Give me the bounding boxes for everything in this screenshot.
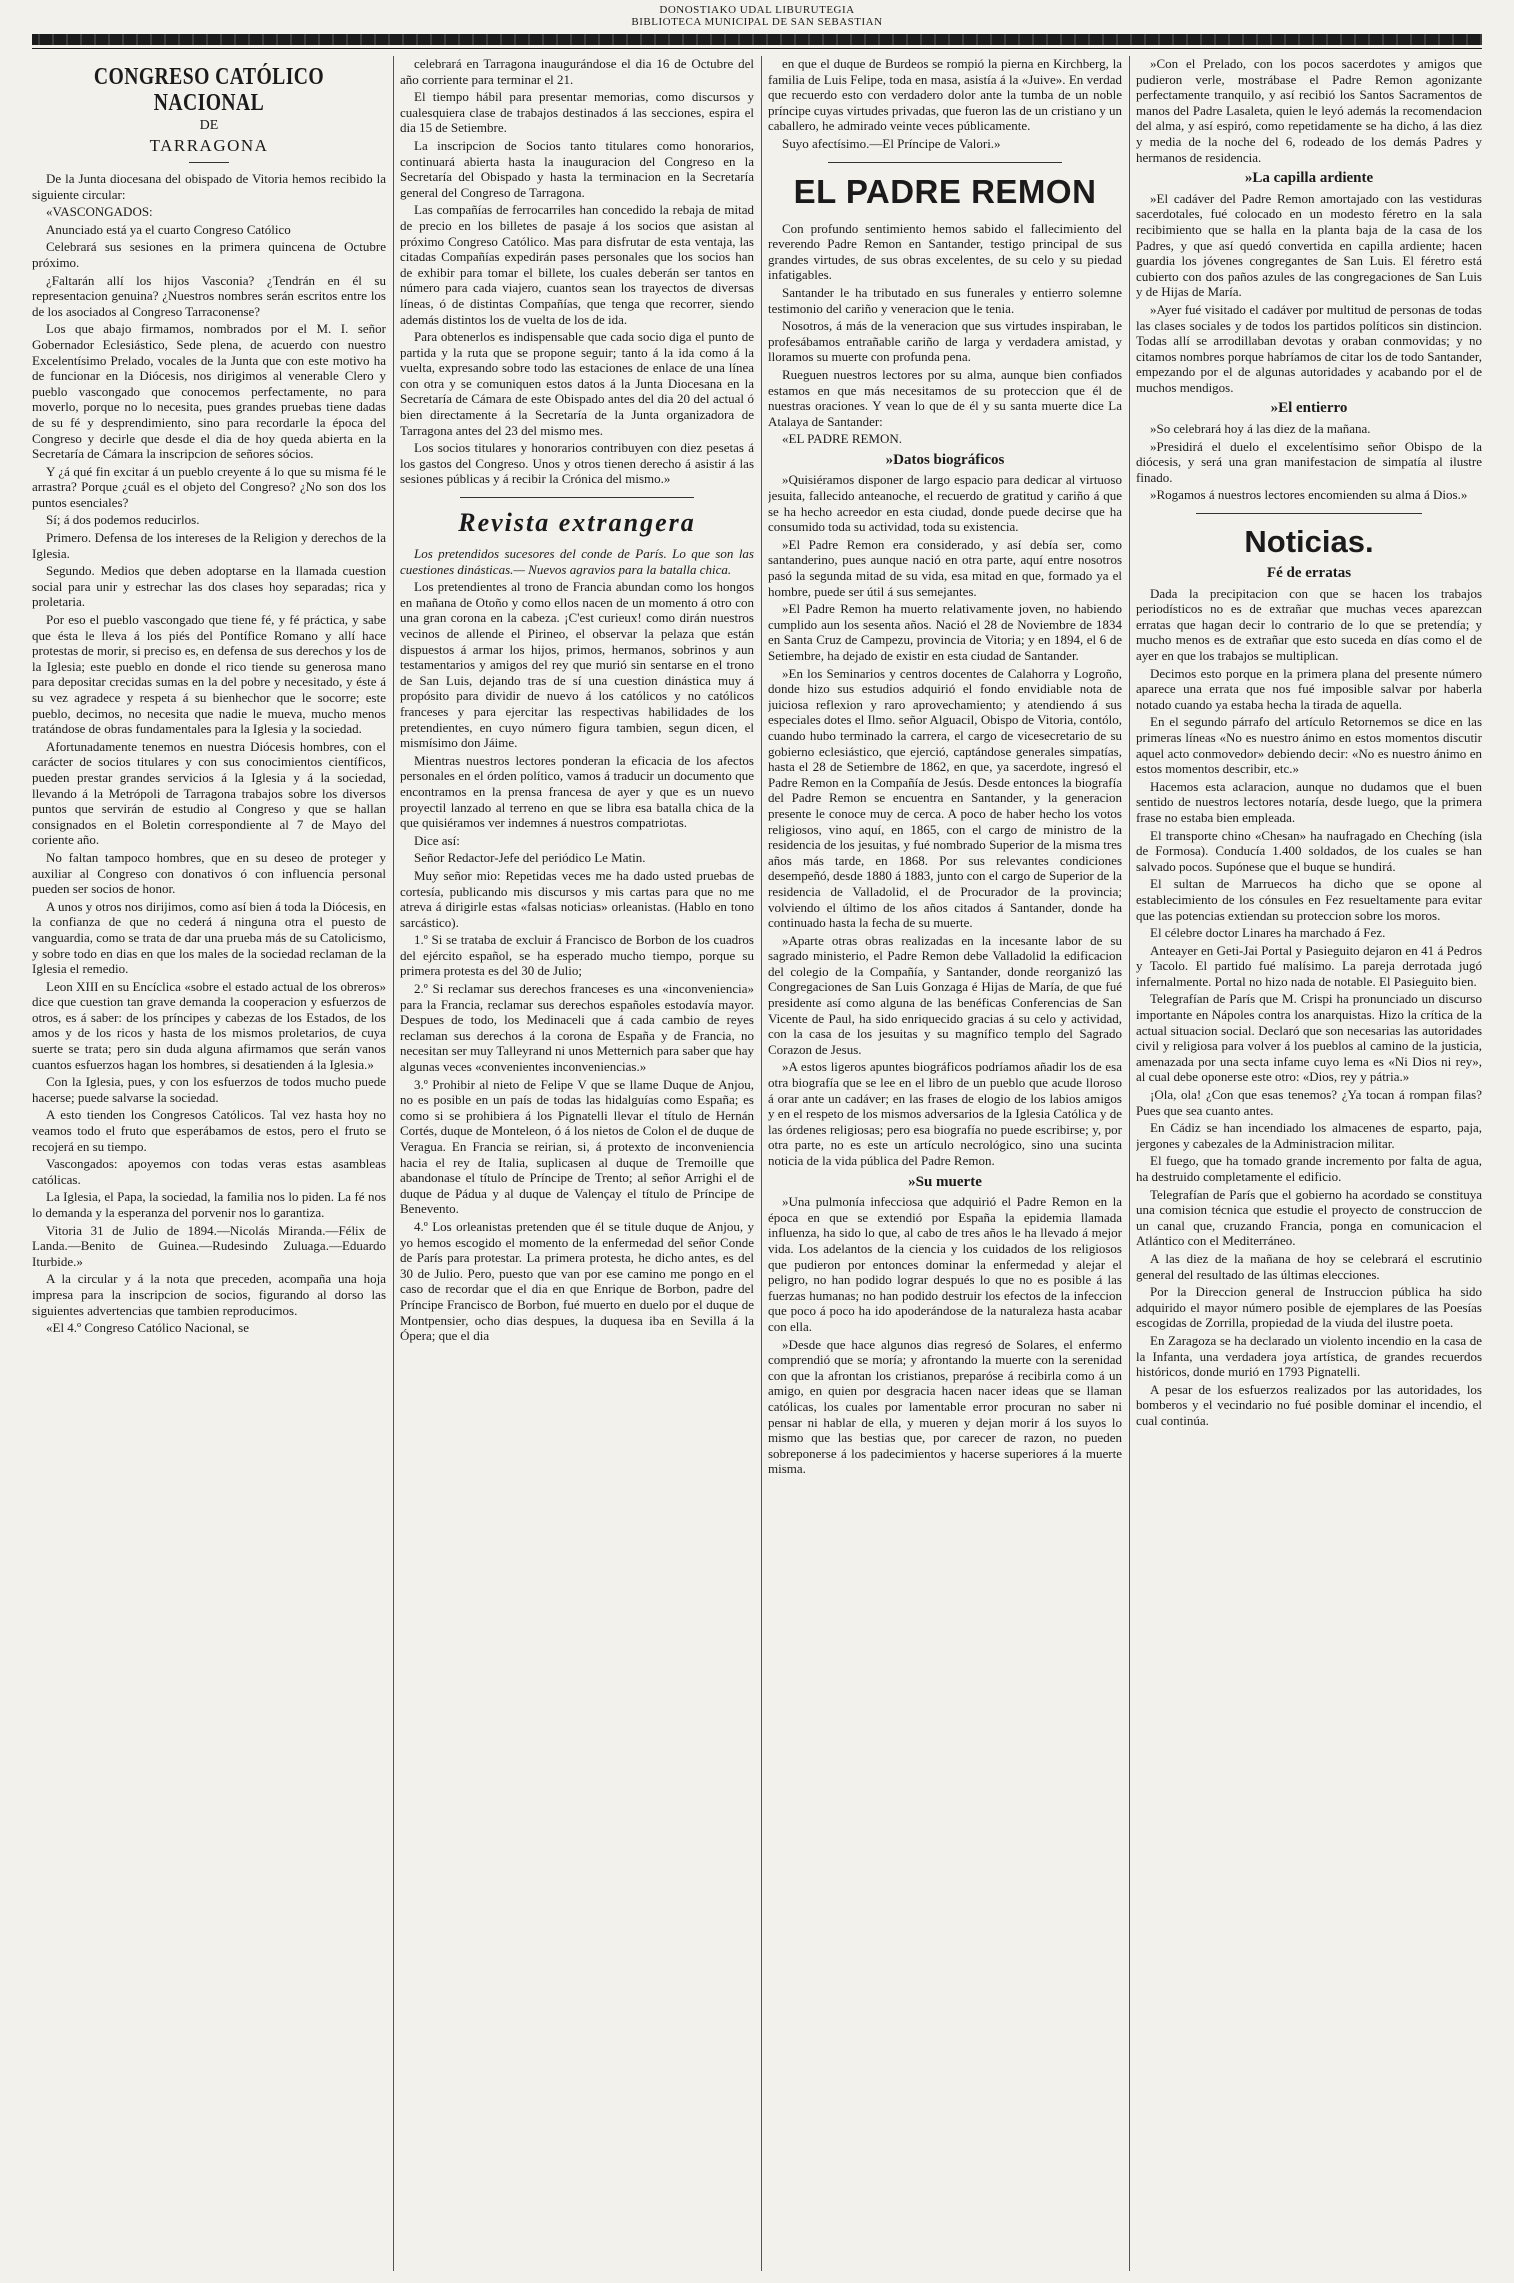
revista-lead: Los pretendidos sucesores del conde de París. Lo que son las cuestiones dinásticas.— Nuevos agravios para la batalla chica.: [400, 546, 754, 577]
paragraph: El fuego, que ha tomado grande incremento por falta de agua, ha destruido completamente el edificio.: [1136, 1153, 1482, 1184]
paragraph: »Rogamos á nuestros lectores encomienden su alma á Dios.»: [1150, 487, 1468, 503]
muerte-subheading: »Su muerte: [908, 1173, 982, 1190]
paragraph: Rueguen nuestros lectores por su alma, aunque bien confiados estamos en que más necesitamos de su proteccion que él de nuestras oraciones. Y vean lo que de él y su santa muerte dice La Atalaya de Santander:: [768, 366, 1122, 429]
col2-body-a: [400, 56, 754, 487]
archive-line-2: BIBLIOTECA MUNICIPAL DE SAN SEBASTIAN: [631, 16, 883, 28]
paragraph: Vascongados: apoyemos con todas veras estas asambleas católicas.: [32, 1156, 386, 1187]
paragraph: Por eso el pueblo vascongado que tiene fé, y fé práctica, y sabe que ésta le lleva á los piés del Pontífice Romano y allí hace protestas de morir, si preciso es, en defensa de sus derechos y los de la Iglesia; este pueblo en donde el rico tiende su generosa mano para depositar crecidas sumas en la del pobre y necesitado, y éste á su vez agradece y respeta á su bienhechor que le socorre; este pueblo, decimos, no necesita que nadie le mueva, mucho menos tratándose de obras fundamentales para la Iglesia y la sociedad.: [32, 612, 386, 737]
paragraph: »Quisiéramos disponer de largo espacio para dedicar al virtuoso jesuita, fallecido anteanoche, el recuerdo de gratitud y cariño á que se ha hecho acreedor en esta ciudad, donde puede decirse que ha consumido toda su actividad, toda su existencia.: [768, 472, 1122, 535]
paragraph: Vitoria 31 de Julio de 1894.—Nicolás Miranda.—Félix de Landa.—Benito de Guinea.—Rudesindo Zuluaga.—Eduardo Iturbide.»: [32, 1222, 386, 1269]
paragraph: Las compañías de ferrocarriles han concedido la rebaja de mitad de precio en los billetes de pasaje á los socios que asistan al próximo Congreso Católico. Mas para disfrutar de esta ventaja, las citadas Compañías expedirán pases personales que los socios han de exhibir para tomar el billete, los cuales deberán ser tantos en número para cada viajero, cuantos sean los trayectos de diversas líneas, ó de distintas Compañías, que tenga que recorrer, siendo además distintos los de vuelta de los de ida.: [400, 202, 754, 327]
congreso-heading: CONGRESO CATÓLICO NACIONAL: [93, 64, 325, 116]
column-3: [768, 56, 1122, 2271]
paragraph: A pesar de los esfuerzos realizados por las autoridades, los bomberos y el vecindario no fué posible dominar el incendio, el cual continúa.: [1136, 1381, 1482, 1428]
entierro-subheading: »El entierro: [1270, 400, 1348, 417]
paragraph: En Cádiz se han incendiado los almacenes de esparto, paja, jergones y cabezales de la Administracion militar.: [1136, 1120, 1482, 1151]
paragraph: «VASCONGADOS:: [46, 204, 153, 220]
paragraph: 3.º Prohibir al nieto de Felipe V que se llame Duque de Anjou, no es posible en un país de todas las hidalguías como España; es como si se prohibiera á los Pignatelli llevar el título de Hernán Cortés, duque de Monteleon, ó á los nietos de Colon el de duque de Veragua. En Francia se reirian, si, á protexto de inconveniencia hacia el rey de Italia, suplicasen al duque de Tremoille que abandonase el título de Príncipe de Trento; al señor Arrighi el de duque de Pádua y al duque de Valençay el título de Príncipe de Benevento.: [400, 1076, 754, 1217]
col1-body: [32, 171, 386, 1336]
paragraph: Nosotros, á más de la veneracion que sus virtudes inspiraban, le profesábamos entrañable cariño de larga y verdadera amistad, y lloramos su muerte con profunda pena.: [768, 318, 1122, 365]
paragraph: »A estos ligeros apuntes biográficos podríamos añadir los de esa otra biografía que se lee en el libro de un pueblo que acude lloroso á orar ante un cadáver; en las frases de elogio de los labios amigos y en el respeto de los mismos adversarios de la Iglesia Católica y de las órdenes religiosas; pero esa biografía no puede escribirse; y, por otra parte, no es este un artículo necrológico, sino una sucinta noticia de la vida pública del Padre Remon.: [768, 1059, 1122, 1168]
column-divider: [393, 56, 394, 2271]
paragraph: El célebre doctor Linares ha marchado á Fez.: [1150, 925, 1386, 941]
paragraph: Y ¿á qué fin excitar á un pueblo creyente á lo que su misma fé le arrastra? Porque ¿cuál es el objeto del Congreso? ¿No son dos los puntos esenciales?: [32, 463, 386, 510]
column-divider: [761, 56, 762, 2271]
paragraph: Muy señor mio: Repetidas veces me ha dado usted pruebas de cortesía, publicando mis discursos y mis cartas para que no me atreva á dirigirle estas «falsas noticias» orleanistas. (Hablo en tono sarcástico).: [400, 867, 754, 930]
paragraph: Anunciado está ya el cuarto Congreso Católico: [46, 221, 291, 237]
paragraph: «El 4.º Congreso Católico Nacional, se: [46, 1320, 249, 1336]
col4-body-d: [1136, 586, 1482, 1429]
capilla-subheading: »La capilla ardiente: [1244, 170, 1374, 187]
paragraph: El transporte chino «Chesan» ha naufragado en Chechíng (isla de Formosa). Conducía 1.400 soldados, de los cuales se han salvado pocos. Supónese que el buque se hundirá.: [1136, 827, 1482, 874]
divider: [1196, 513, 1422, 514]
noticias-heading: Noticias.: [1244, 524, 1374, 560]
paragraph: Mientras nuestros lectores ponderan la eficacia de los afectos personales en el órden político, vamos á traducir un documento que encontramos en la prensa francesa de ayer y que es un nuevo proyectil lanzado al terreno en que se libra esa batalla chica de la que quisiéramos ver indemnes á nuestros compatriotas.: [400, 752, 754, 831]
paragraph: Celebrará sus sesiones en la primera quincena de Octubre próximo.: [32, 239, 386, 270]
remon-heading: EL PADRE REMON: [793, 172, 1097, 210]
paragraph: Sí; á dos podemos reducirlos.: [46, 512, 200, 528]
paragraph: A unos y otros nos dirijimos, como así bien á toda la Diócesis, en la confianza de que no cederá á ninguna otra el puesto de vanguardia, como se trata de dar una prueba más de su Catolicismo, y sobre todo en dias en que los males de la sociedad reclaman de la Iglesia el remedio.: [32, 898, 386, 977]
paragraph: Segundo. Medios que deben adoptarse en la llamada cuestion social para unir y estrechar las dos clases hoy separadas; rica y proletaria.: [32, 563, 386, 610]
paragraph: »So celebrará hoy á las diez de la mañana.: [1150, 421, 1371, 437]
divider: [189, 162, 229, 163]
paragraph: »Una pulmonía infecciosa que adquirió el Padre Remon en la época en que se extendió por España la epidemia llamada influenza, ha sido lo que, al cabo de tres años le ha llevado á mejor vida. Los adelantos de la ciencia y los cuidados de los religiosos que pudieron por entonces dominar la enfermedad y alejar el peligro, no han podido lograr después lo que no es posible á las fuerzas humanas; no han podido destruir los efectos de la infeccion que poco á poco ha ido apoderándose de la naturaleza hasta acabar con ella.: [768, 1194, 1122, 1334]
col3-body-d: [768, 1194, 1122, 1477]
paragraph: La inscripcion de Socios tanto titulares como honorarios, continuará abierta hasta la inauguracion del Congreso en la Secretaría del Obispado y hasta la terminacion en la Secretaría general del Congreso de Tarragona.: [400, 137, 754, 200]
paragraph: Dada la precipitacion con que se hacen los trabajos periodísticos no es de extrañar que muchas veces aparezcan erratas que hagan decir lo contrario de lo que se pretendía; y mucho menos es de extrañar que esto suceda en días como el de ayer en que los trabajos se multiplican.: [1136, 585, 1482, 663]
paragraph: «EL PADRE REMON.: [782, 431, 903, 447]
paragraph: El tiempo hábil para presentar memorias, como discursos y cualesquiera clase de trabajos destinados á las secciones, espira el dia 15 de Setiembre.: [400, 89, 754, 136]
paragraph: El sultan de Marruecos ha dicho que se opone al establecimiento de los cónsules en Fez resueltamente para evitar que las potencias extiendan su proteccion sobre los moros.: [1136, 876, 1482, 923]
paragraph: Dice así:: [414, 832, 460, 848]
col4-body-a: [1136, 56, 1482, 165]
congreso-heading-city: TARRAGONA: [149, 136, 269, 155]
paragraph: »Con el Prelado, con los pocos sacerdotes y amigos que pudieron verle, mostrábase el Padre Remon agonizante perfectamente tranquilo, y así recibió los Santos Sacramentos de manos del Padre Lasaleta, quien le leyó además la recomendacion del alma, y así espiró, como repetidamente se ha dicho, á las diez y media de la noche del 6, rodeado de los demás Padres y hermanos de residencia.: [1136, 56, 1482, 165]
paragraph: »Presidirá el duelo el excelentísimo señor Obispo de la diócesis, y será una gran manifestacion de simpatía al ilustre finado.: [1136, 438, 1482, 485]
paragraph: De la Junta diocesana del obispado de Vitoria hemos recibido la siguiente circular:: [32, 171, 386, 202]
paragraph: Con la Iglesia, pues, y con los esfuerzos de todos mucho puede hacerse; puede salvarse la sociedad.: [32, 1074, 386, 1105]
archive-line-1: DONOSTIAKO UDAL LIBURUTEGIA: [659, 4, 855, 16]
paragraph: »Aparte otras obras realizadas en la incesante labor de su sagrado ministerio, el Padre Remon debe Valladolid la edificacion del colegio de la Compañía, y Santander, donde reorganizó las Congregaciones de San Luis Gonzaga é Hijas de María, de que fué presidente así como alguna de las benéficas Conferencias de San Vicente de Paul, ha sido enriquecido gracias á su celo y actividad, con la casa de los jesuitas y su magnífico templo del Sagrado Corazon de Jesus.: [768, 932, 1122, 1057]
paragraph: en que el duque de Burdeos se rompió la pierna en Kirchberg, la familia de Luis Felipe, toda en masa, asistía á la «Juive». En verdad que recuerdo esto con verdadero dolor ante la tumba de un noble príncipe cuyas virtudes privadas, que fueron las de un cristiano y un caballero, he admirado veinte veces públicamente.: [768, 56, 1122, 134]
paragraph: 2.º Si reclamar sus derechos franceses es una «inconveniencia» para la Francia, reclamar sus derechos españoles estodavía mayor. Despues de todo, los Medinaceli que á cada cambio de reyes reclaman sus derechos á la corona de España y de Francia, no necesitan ser muy Talleyrand ni unos Metternich para saber que hay algunas veces «convenientes inconveniencias.»: [400, 981, 754, 1075]
paragraph: Suyo afectísimo.—El Príncipe de Valori.»: [782, 135, 1001, 151]
paragraph: »El cadáver del Padre Remon amortajado con las vestiduras sacerdotales, fué colocado en un modesto féretro en la sala recibimiento que se halla en la planta baja de la casa de los Padres, y que así quedó convertida en capilla ardiente; hacen guardia los jóvenes congregantes de San Luis. El féretro está cubierto con dos paños azules de las congregaciones de San Luis y de Hijas de María.: [1136, 190, 1482, 300]
paragraph: Los socios titulares y honorarios contribuyen con diez pesetas á los gastos del Congreso. Unos y otros tienen derecho á asistir á las sesiones públicas y á recibir la Crónica del mismo.»: [400, 440, 754, 487]
paragraph: Decimos esto porque en la primera plana del presente número aparece una errata que nos fué imposible salvar por haberla notado cuando ya estaba hecha la tirada de aquella.: [1136, 665, 1482, 712]
paragraph: A la circular y á la nota que preceden, acompaña una hoja impresa para la inscripcion de socios, figurando al dorso las siguientes advertencias que tambien reproducimos.: [32, 1271, 386, 1318]
datos-subheading: »Datos biográficos: [885, 451, 1005, 468]
masthead-rule: [32, 34, 1482, 45]
divider: [828, 162, 1062, 163]
col4-body-b: [1136, 191, 1482, 396]
paragraph: No faltan tampoco hombres, que en su deseo de proteger y auxiliar al Congreso con donativos ó con influencia personal pueden ser socios de honor.: [32, 849, 386, 897]
paragraph: ¿Faltarán allí los hijos Vasconia? ¿Tendrán en él su representacion genuina? ¿Nuestros nombres serán escritos entre los de los asociados al Congreso Tarraconense?: [32, 272, 386, 319]
paragraph: Telegrafían de París que el gobierno ha acordado se constituya una comision técnica que estudie el proyecto de construccion de un canal que, cruzando Francia, ponga en comunicacion el Atlántico con el Mediterráneo.: [1136, 1186, 1482, 1249]
col3-body-a: [768, 56, 1122, 152]
masthead-thin-rule: [32, 48, 1482, 49]
column-2: [400, 56, 754, 2271]
paragraph: La Iglesia, el Papa, la sociedad, la familia nos lo piden. La fé nos lo demanda y la esperanza del porvenir nos lo garantiza.: [32, 1189, 386, 1220]
congreso-heading-de: DE: [199, 118, 219, 133]
col3-body-c: [768, 472, 1122, 1168]
col3-body-b: [768, 221, 1122, 447]
paragraph: Con profundo sentimiento hemos sabido el fallecimiento del reverendo Padre Remon en Santander, testigo principal de sus grandes virtudes, de sus obras excelentes, de su celo y su piedad infatigables.: [768, 220, 1122, 283]
paragraph: En Zaragoza se ha declarado un violento incendio en la casa de la Infanta, una verdadera joya artística, de grandes recuerdos históricos, donde murió en 1793 Pignatelli.: [1136, 1332, 1482, 1380]
paragraph: Para obtenerlos es indispensable que cada socio diga el punto de partida y la ruta que se propone seguir; tanto á la ida como á la vuelta, expresando sobre todo las estaciones de enlace de una línea con otra y se comuniquen estos datos á la Junta Diocesana en la Secretaría de Cámara de este Obispado antes del dia 20 del actual ó bien directamente á la Secretaría de la Junta organizadora de Tarragona antes del 23 del mismo mes.: [400, 329, 754, 438]
revista-heading: Revista extrangera: [458, 508, 696, 538]
divider: [460, 497, 694, 498]
paragraph: Telegrafían de París que M. Crispi ha pronunciado un discurso importante en Nápoles contra los anarquistas. Hizo la crítica de la actual situacion social. Declaró que son necesarias las autoridades civil y religiosa para volver á los pueblos al camino de la justicia, amenazada por una secta infame cuyo lema es «Ni Dios ni rey», al cual debe oponerse este otro: «Dios, rey y pátria.»: [1136, 991, 1482, 1085]
paragraph: Hacemos esta aclaracion, aunque no dudamos que el buen sentido de nuestros lectores notaría, desde luego, que la primera frase no estaba bien empleada.: [1136, 778, 1482, 825]
paragraph: 1.º Si se trataba de excluir á Francisco de Borbon de los cuadros del ejército español, se ha esperado mucho tiempo, porque su primera protesta es del 30 de Julio;: [400, 932, 754, 979]
newspaper-columns: [32, 56, 1482, 2271]
paragraph: Afortunadamente tenemos en nuestra Diócesis hombres, con el carácter de socios titulares y con sus conocimientos científicos, pueden prestar grandes servicios á la Iglesia y á la sociedad, llevando á la Metrópoli de Tarragona trabajos sobre los diversos puntos que servirán de estudio al Congreso y que se hallan consignados en el Boletin correspondiente al 7 de Mayo del coriente año.: [32, 738, 386, 848]
paragraph: Anteayer en Geti-Jai Portal y Pasieguito dejaron en 41 á Pedros y Tacolo. El partido fué malísimo. La pareja derrotada jugó infernalmente. Portal no hizo nada de notable. El Pasieguito bien.: [1136, 942, 1482, 989]
paragraph: »Desde que hace algunos dias regresó de Solares, el enfermo comprendió que se moría; y afrontando la muerte con la serenidad con que la afrontan los cristianos, preparóse á recibirla como á un amigo, en quien por desgracia hacen nacer ideas que se llaman católicas, los cuales por lamentable error procuran no saber ni pensar ni hablar de ella, y mueren y dejan morir á los suyos lo mismo que las bestias que, por carecer de razon, no pueden sobreponerse á los padecimientos y hacerse superiores á la muerte misma.: [768, 1336, 1122, 1477]
paragraph: »El Padre Remon ha muerto relativamente joven, no habiendo cumplido aun los sesenta años. Nació el 28 de Noviembre de 1834 en Santa Cruz de Campezu, provincia de Vitoria; y en 1894, el 6 de Setiembre, ha dejado de existir en esta ciudad de Santander.: [768, 601, 1122, 663]
column-4: [1136, 56, 1482, 2271]
paragraph: A las diez de la mañana de hoy se celebrará el escrutinio general del resultado de las últimas elecciones.: [1136, 1250, 1482, 1282]
paragraph: Señor Redactor-Jefe del periódico Le Matin.: [414, 850, 646, 866]
column-divider: [1129, 56, 1130, 2271]
column-1: [32, 56, 386, 2271]
paragraph: Los pretendientes al trono de Francia abundan como los hongos en mañana de Otoño y como ellos nacen de un momento á otro con una gran corona en la cabeza. ¡C'est curieux! como dirán nuestros vecinos de allende el Pirineo, el observar la pelaza que están dispuestos á armar los hijos, primos, hermanos, sobrinos y aun testamentarios y amigos del rey que murió sin sentarse en el trono de San Luis, dejando tras de sí una cuestion dinástica muy á propósito para dividir de nuevo á los católicos y no católicos franceses y para ejercitar las respectivas habilidades de los pretendientes, en cuyo número figura tambien, segun dicen, el mismísimo don Jáime.: [400, 579, 754, 751]
erratas-subheading: Fé de erratas: [1266, 565, 1352, 582]
paragraph: »Ayer fué visitado el cadáver por multitud de personas de todas las clases sociales y de todos los partidos políticos sin distincion. Todas allí se arrodillaban devotas y oraban conmovidas; y no citamos nombres porque habríamos de citar los de todo Santander, empezando por el de algunas autoridades y acabando por el de muchos mendigos.: [1136, 301, 1482, 395]
paragraph: »En los Seminarios y centros docentes de Calahorra y Logroño, donde hizo sus estudios adquirió el fondo envidiable nota de juiciosa reflexion y raro aprovechamiento; y atendiendo á sus especiales dotes el Ilmo. señor Alguacil, Obispo de Vitoria, contólo, cuando hubo terminado la carrera, el cargo de vicesecretario de su gobierno eclesiástico, que ejerció, captándose generales simpatías, hasta el 28 de Setiembre de 1862, en que, ya sacerdote, ingresó el Padre Remon en la Compañía de Jesús. Desde entonces la biografía del Padre Remon se encuentra en Santander, y la generacion presente le conoce muy de cerca. A poco de haber hecho los votos religiosos, vino aquí, en 1865, con el cargo de ministro de la residencia de los jesuitas, y fué nombrado Superior de la misma tres años más tarde, en 1868. Por sus relevantes condiciones desempeñó, desde 1880 á 1883, junto con el cargo de Superior de la residencia de Valladolid, el de Procurador de la provincia; volviendo el último de los años citados á Santander, donde ha continuado hasta la fecha de su muerte.: [768, 665, 1122, 931]
archive-stamp: [0, 4, 1514, 28]
paragraph: Los que abajo firmamos, nombrados por el M. I. señor Gobernador Eclesiástico, Sede plena, de acuerdo con nuestro Excelentísimo Prelado, vocales de la Junta que con este motivo ha de funcionar en la Diócesis, nos dirigimos al venerable Clero y pueblo vascongado que conocemos perfectamente, no para moverlo, porque no lo necesita, pues grandes pruebas tiene dadas de su fé y desprendimiento, sino para recordarle la época del Congreso y decirle que desde el dia de hoy queda abierta en la Secretaría de Cámara la inscripcion de señores sócios.: [32, 321, 386, 462]
paragraph: 4.º Los orleanistas pretenden que él se titule duque de Anjou, y yo hemos escogido el momento de la enfermedad del señor Conde de París para protestar. La primera protesta, he dicho antes, es del 30 de Julio. Pero, puesto que van por ese camino me pongo en el caso de recordar que el dia en que Enrique de Borbon, padre del Príncipe Francisco de Borbon, fué muerto en duelo por el duque de Montpensier, ocho dias despues, la duquesa iba en Sevilla á la Ópera; que el dia: [400, 1218, 754, 1344]
paragraph: En el segundo párrafo del artículo Retornemos se dice en las primeras líneas «No es nuestro ánimo en estos momentos discutir aquel acto conmovedor» debiendo decir: «No es nuestro ánimo en estos momentos describir, etc.»: [1136, 714, 1482, 777]
paragraph: ¡Ola, ola! ¿Con que esas tenemos? ¿Ya tocan á rompan filas? Pues que sea cuanto antes.: [1136, 1087, 1482, 1118]
paragraph: celebrará en Tarragona inaugurándose el dia 16 de Octubre del año corriente para terminar el 21.: [400, 56, 754, 87]
paragraph: Por la Direccion general de Instruccion pública ha sido adquirido el mayor número posible de ejemplares de las Poesías escogidas de Zorrilla, propiedad de la viuda del ilustre poeta.: [1136, 1284, 1482, 1331]
col4-body-c: [1136, 421, 1482, 503]
paragraph: »El Padre Remon era considerado, y así debía ser, como santanderino, pues aunque nació en otra parte, aquí entre nosotros pasó la segunda mitad de su vida, esa mitad en que, formado ya el hombre, puede ser útil á sus semejantes.: [768, 536, 1122, 599]
paragraph: Santander le ha tributado en sus funerales y entierro solemne testimonio del cariño y veneracion que le tenia.: [768, 284, 1122, 316]
col2-body-b: [400, 579, 754, 1344]
paragraph: Primero. Defensa de los intereses de la Religion y derechos de la Iglesia.: [32, 530, 386, 561]
paragraph: Leon XIII en su Encíclica «sobre el estado actual de los obreros» dice que cuestion tan grave demanda la cooperacion y esfuerzos de otros, es á saber: de los príncipes y cabezas de los Estados, de los amos y de los ricos y hasta de los mismos proletarios, de cuya suerte se trata; pero sin duda alguna afirmamos que serán vanos cuantos esfuerzos hagan los hombres, si desatienden á la Iglesia.»: [32, 978, 386, 1072]
paragraph: A esto tienden los Congresos Católicos. Tal vez hasta hoy no veamos todo el fruto que esperábamos de estos, pero el fruto se recojerá en su tiempo.: [32, 1107, 386, 1154]
